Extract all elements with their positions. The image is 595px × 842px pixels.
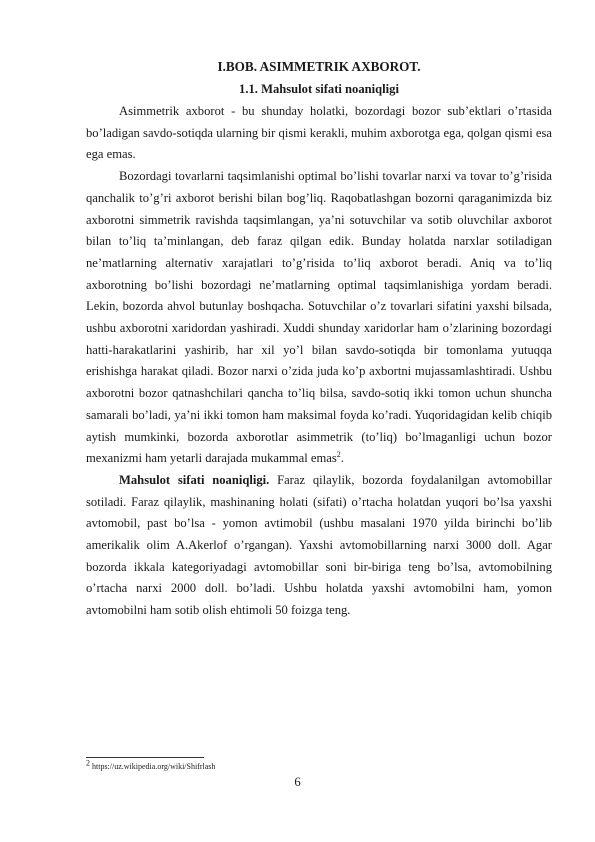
page-number: 6 (294, 775, 301, 789)
footnote (86, 758, 216, 772)
chapter-title: I.BOB. ASIMMETRIK AXBOROT. (217, 59, 421, 74)
paragraph-market-distribution (86, 166, 552, 470)
paragraph-lead-heading: Mahsulot sifati noaniqligi. (119, 472, 270, 487)
paragraph-end-period: . (340, 451, 344, 466)
paragraph-quality-uncertainty-text: Faraz qilaylik, bozorda foydalanilgan avtomobillar sotiladi. Faraz qilaylik, mashinaning holati (sifati) o’rtacha holatdan yuqori bo’lsa yaxshi avtomobil, past bo’lsa - yomon avtimobil (ushbu masalani 1970 yilda birinchi bo’lib amerikalik olim A.Akerlof o’rgangan). Yaxshi avtomobillarning narxi 3000 doll. Agar bozorda ikkala kategoriyadagi avtomobillar soni bir-biriga teng bo’lsa, avtomobilning o’rtacha narxi 2000 doll. bo’ladi. Ushbu holatda yaxshi avtomobilni ham, yomon avtomobilni ham sotib olish ehtimoli 50 foizga teng. (86, 472, 552, 618)
paragraph-quality-uncertainty (86, 470, 552, 622)
paragraph-market-distribution-text: Bozordagi tovarlarni taqsimlanishi optimal bo’lishi tovarlar narxi va tovar to’g’risida qanchalik to’g’ri axborot berishi bilan bog’liq. Raqobatlashgan bozorni qaraganimizda biz axborotni simmetrik ravishda taqsimlangan, ya’ni sotuvchilar va sotib oluvchilar axborot bilan to’liq ta’minlangan, deb faraz qilgan edik. Bunday holatda narxlar sotiladigan ne’matlarning alternativ xarajatlari to’g’risida to’liq axborot beradi. Aniq va to’liq axborotning bo’lishi bozordagi ne’matlarning optimal taqsimlanishiga yordam beradi. Lekin, bozorda ahvol butunlay boshqacha. Sotuvchilar o’z tovarlari sifatini yaxshi bilsada, ushbu axborotni xaridordan yashiradi. Xuddi shunday xaridorlar ham o’zlarining bozordagi hatti-harakatlarini yashirib, har xil yo’l bilan savdo-sotiqda bir tomonlama yutuqqa erishishga harakat qiladi. Bozor narxi o’zida juda ko’p axbortni mujassamlashtiradi. Ushbu axborotni bozor qatnashchilari qancha to’liq bilsa, savdo-sotiq ikki tomon uchun shuncha samarali bo’ladi, ya’ni ikki tomon ham maksimal foyda ko’radi. Yuqoridagidan kelib chiqib aytish mumkinki, bozorda axborotlar asimmetrik (to’liq) bo’lmaganligi uchun bozor mexanizmi ham yetarli darajada mukammal emas (86, 169, 552, 466)
body-text (86, 101, 552, 622)
section-title: 1.1. Mahsulot sifati noaniqligi (239, 82, 399, 96)
footnote-reference[interactable]: 2 (336, 450, 341, 460)
footnote-link[interactable]: https://uz.wikipedia.org/wiki/Shifrlash (90, 762, 216, 771)
paragraph-definition: Asimmetrik axborot - bu shunday holatki, bozordagi bozor sub’ektlari o’rtasida bo’ladigan savdo-sotiqda ularning bir qismi kerakli, muhim axborotga ega, qolgan qismi esa ega emas. (86, 104, 552, 162)
footnote-number: 2 (86, 758, 90, 768)
footnote-divider (86, 757, 204, 758)
